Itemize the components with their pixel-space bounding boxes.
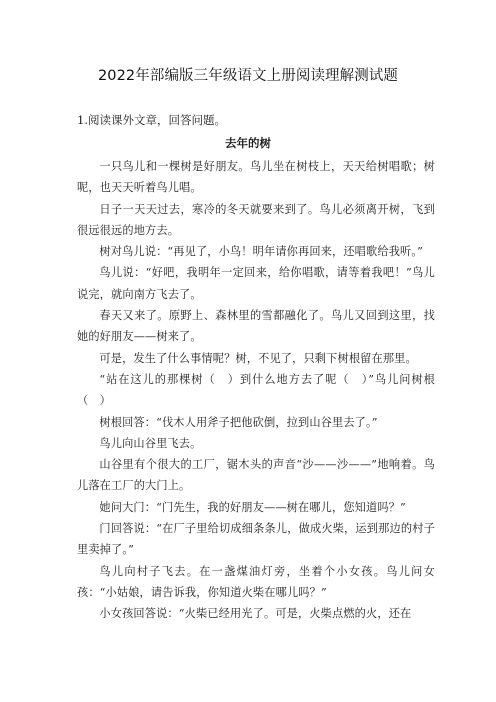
story-paragraph: 树对鸟儿说：“再见了，小鸟！明年请你再回来，还唱歌给我听。” [99, 245, 423, 259]
story-paragraph: 鸟儿向村子飞去。在一盏煤油灯旁，坐着个小女孩。鸟儿问女孩：“小姑娘，请告诉我，你知道火柴在哪儿吗？” [77, 564, 435, 599]
story-paragraph: 日子一天天过去，寒冷的冬天就要来到了。鸟儿必须离开树，飞到很远很远的地方去。 [77, 202, 435, 237]
story-title: 去年的树 [225, 136, 271, 150]
story-paragraph: 小女孩回答说：“火柴已经用光了。可是，火柴点燃的火，还在 [99, 607, 412, 621]
question-prompt: 1.阅读课外文章，回答问题。 [77, 113, 226, 127]
story-paragraph: 一只鸟儿和一棵树是好朋友。鸟儿坐在树枝上，天天给树唱歌；树呢，也天天听着鸟儿唱。 [77, 160, 435, 195]
story-paragraph: 鸟儿向山谷里飞去。 [99, 436, 202, 450]
story-body [77, 156, 435, 625]
document-title: 2022年部编版三年级语文上册阅读理解测试题 [97, 68, 399, 84]
story-paragraph: 她问大门：“门先生，我的好朋友——树在哪儿，您知道吗？” [99, 500, 406, 514]
story-paragraph: 门回答说：“在厂子里给切成细条条儿，做成火柴，运到那边的村子里卖掉了。” [77, 522, 435, 557]
story-paragraph: 山谷里有个很大的工厂，锯木头的声音“沙——沙——”地响着。鸟儿落在工厂的大门上。 [77, 458, 435, 493]
story-paragraph: 树根回答：“伐木人用斧子把他砍倒，拉到山谷里去了。” [99, 415, 378, 429]
story-paragraph: 可是，发生了什么事情呢？树，不见了，只剩下树根留在那里。 [99, 351, 417, 365]
story-paragraph: 春天又来了。原野上、森林里的雪都融化了。鸟儿又回到这里，找她的好朋友——树来了。 [77, 309, 435, 344]
story-paragraph: “站在这儿的那棵树（ ）到什么地方去了呢（ ）”鸟儿问树根（ ） [77, 372, 435, 408]
story-paragraph: 鸟儿说：“好吧，我明年一定回来，给你唱歌，请等着我吧！”鸟儿说完，就向南方飞去了。 [77, 266, 435, 301]
